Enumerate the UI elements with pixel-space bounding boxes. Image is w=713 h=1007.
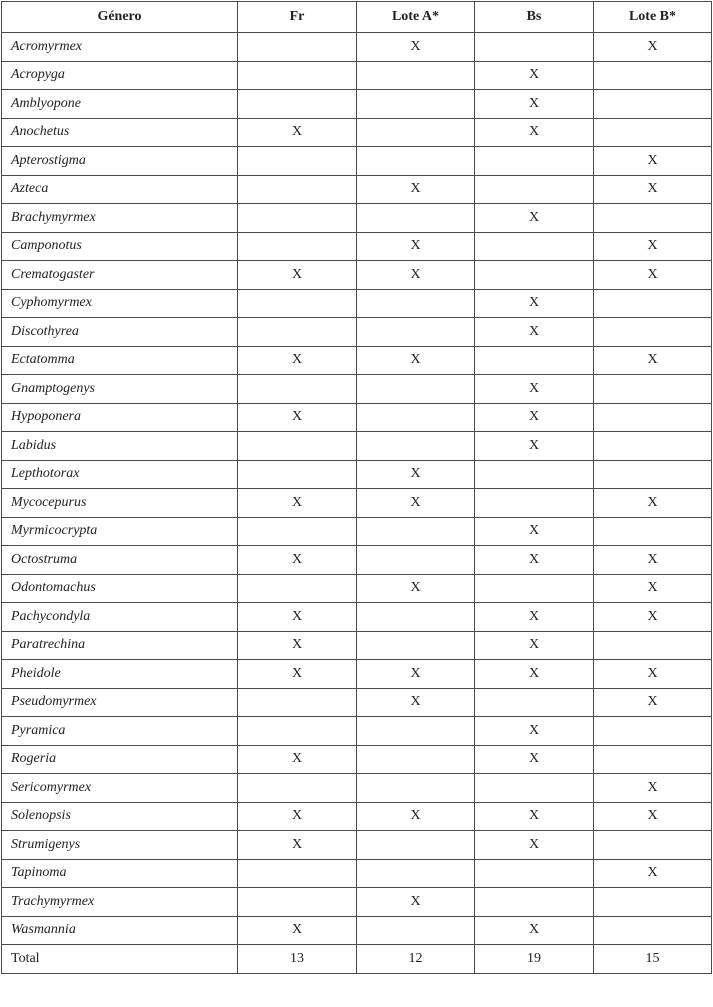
bs-cell: X xyxy=(475,432,594,461)
table-row xyxy=(2,489,712,518)
fr-cell xyxy=(238,289,357,318)
fr-cell: X xyxy=(238,603,357,632)
lote-a-cell xyxy=(357,745,475,774)
lote-b-cell xyxy=(594,403,712,432)
bs-cell: X xyxy=(475,403,594,432)
lote-a-cell xyxy=(357,318,475,347)
table-row xyxy=(2,261,712,290)
bs-cell: X xyxy=(475,802,594,831)
lote-b-cell: X xyxy=(594,33,712,62)
lote-b-cell xyxy=(594,916,712,945)
header-lote-a: Lote A* xyxy=(357,2,475,33)
bs-cell: X xyxy=(475,289,594,318)
bs-cell: X xyxy=(475,118,594,147)
lote-a-cell xyxy=(357,603,475,632)
bs-cell: X xyxy=(475,831,594,860)
table-row xyxy=(2,517,712,546)
bs-cell: X xyxy=(475,745,594,774)
header-fr: Fr xyxy=(238,2,357,33)
genus-cell: Brachymyrmex xyxy=(2,204,238,233)
bs-cell xyxy=(475,346,594,375)
fr-cell xyxy=(238,232,357,261)
lote-b-cell: X xyxy=(594,489,712,518)
genus-cell: Strumigenys xyxy=(2,831,238,860)
genus-cell: Anochetus xyxy=(2,118,238,147)
bs-cell: X xyxy=(475,660,594,689)
table-row xyxy=(2,460,712,489)
lote-b-cell: X xyxy=(594,175,712,204)
lote-a-cell: X xyxy=(357,574,475,603)
fr-cell: X xyxy=(238,802,357,831)
table-body xyxy=(2,33,712,945)
table-row xyxy=(2,33,712,62)
genus-cell: Hypoponera xyxy=(2,403,238,432)
lote-b-cell xyxy=(594,717,712,746)
table-row xyxy=(2,118,712,147)
table-row xyxy=(2,888,712,917)
table-row xyxy=(2,147,712,176)
lote-b-cell xyxy=(594,745,712,774)
genus-cell: Tapinoma xyxy=(2,859,238,888)
lote-a-cell: X xyxy=(357,460,475,489)
fr-cell xyxy=(238,61,357,90)
table-row xyxy=(2,660,712,689)
lote-a-cell: X xyxy=(357,802,475,831)
total-lote-a: 12 xyxy=(357,945,475,974)
genus-cell: Discothyrea xyxy=(2,318,238,347)
fr-cell: X xyxy=(238,745,357,774)
bs-cell xyxy=(475,859,594,888)
lote-b-cell xyxy=(594,289,712,318)
genus-presence-table xyxy=(1,1,712,974)
fr-cell xyxy=(238,517,357,546)
table-row xyxy=(2,717,712,746)
fr-cell xyxy=(238,774,357,803)
lote-a-cell xyxy=(357,61,475,90)
bs-cell xyxy=(475,688,594,717)
table-row xyxy=(2,831,712,860)
genus-cell: Ectatomma xyxy=(2,346,238,375)
fr-cell: X xyxy=(238,831,357,860)
fr-cell: X xyxy=(238,660,357,689)
genus-cell: Lepthotorax xyxy=(2,460,238,489)
table-row xyxy=(2,574,712,603)
fr-cell: X xyxy=(238,631,357,660)
lote-a-cell xyxy=(357,403,475,432)
genus-cell: Crematogaster xyxy=(2,261,238,290)
lote-b-cell: X xyxy=(594,546,712,575)
genus-cell: Octostruma xyxy=(2,546,238,575)
bs-cell xyxy=(475,460,594,489)
lote-b-cell xyxy=(594,375,712,404)
fr-cell xyxy=(238,375,357,404)
lote-a-cell: X xyxy=(357,33,475,62)
genus-cell: Rogeria xyxy=(2,745,238,774)
lote-a-cell: X xyxy=(357,346,475,375)
lote-b-cell xyxy=(594,888,712,917)
total-fr: 13 xyxy=(238,945,357,974)
fr-cell: X xyxy=(238,346,357,375)
genus-cell: Pachycondyla xyxy=(2,603,238,632)
genus-cell: Odontomachus xyxy=(2,574,238,603)
lote-b-cell: X xyxy=(594,147,712,176)
fr-cell xyxy=(238,688,357,717)
genus-cell: Pseudomyrmex xyxy=(2,688,238,717)
bs-cell: X xyxy=(475,916,594,945)
fr-cell xyxy=(238,175,357,204)
table-row xyxy=(2,802,712,831)
table-row xyxy=(2,375,712,404)
fr-cell xyxy=(238,888,357,917)
bs-cell: X xyxy=(475,90,594,119)
table-row xyxy=(2,90,712,119)
total-lote-b: 15 xyxy=(594,945,712,974)
bs-cell: X xyxy=(475,603,594,632)
table-row xyxy=(2,204,712,233)
genus-cell: Pheidole xyxy=(2,660,238,689)
lote-a-cell: X xyxy=(357,489,475,518)
table-row xyxy=(2,289,712,318)
lote-b-cell: X xyxy=(594,346,712,375)
bs-cell xyxy=(475,489,594,518)
fr-cell xyxy=(238,33,357,62)
fr-cell xyxy=(238,90,357,119)
bs-cell: X xyxy=(475,318,594,347)
table-row xyxy=(2,403,712,432)
bs-cell xyxy=(475,147,594,176)
bs-cell: X xyxy=(475,546,594,575)
genus-cell: Labidus xyxy=(2,432,238,461)
lote-a-cell xyxy=(357,90,475,119)
lote-a-cell: X xyxy=(357,888,475,917)
fr-cell xyxy=(238,204,357,233)
bs-cell xyxy=(475,774,594,803)
header-genero: Género xyxy=(2,2,238,33)
genus-cell: Camponotus xyxy=(2,232,238,261)
genus-cell: Wasmannia xyxy=(2,916,238,945)
table-row xyxy=(2,175,712,204)
lote-b-cell: X xyxy=(594,574,712,603)
header-lote-b: Lote B* xyxy=(594,2,712,33)
bs-cell: X xyxy=(475,717,594,746)
lote-b-cell: X xyxy=(594,802,712,831)
lote-b-cell xyxy=(594,118,712,147)
genus-cell: Acromyrmex xyxy=(2,33,238,62)
genus-cell: Myrmicocrypta xyxy=(2,517,238,546)
lote-b-cell: X xyxy=(594,660,712,689)
fr-cell: X xyxy=(238,261,357,290)
bs-cell: X xyxy=(475,375,594,404)
lote-b-cell xyxy=(594,831,712,860)
table-row xyxy=(2,318,712,347)
genus-cell: Mycocepurus xyxy=(2,489,238,518)
lote-b-cell: X xyxy=(594,859,712,888)
lote-a-cell: X xyxy=(357,688,475,717)
lote-a-cell: X xyxy=(357,660,475,689)
lote-a-cell xyxy=(357,774,475,803)
lote-b-cell: X xyxy=(594,261,712,290)
lote-a-cell xyxy=(357,289,475,318)
genus-cell: Solenopsis xyxy=(2,802,238,831)
lote-a-cell xyxy=(357,432,475,461)
lote-b-cell xyxy=(594,432,712,461)
genus-cell: Cyphomyrmex xyxy=(2,289,238,318)
table-row xyxy=(2,745,712,774)
lote-a-cell: X xyxy=(357,175,475,204)
header-bs: Bs xyxy=(475,2,594,33)
genus-cell: Amblyopone xyxy=(2,90,238,119)
lote-a-cell xyxy=(357,859,475,888)
bs-cell xyxy=(475,261,594,290)
bs-cell xyxy=(475,232,594,261)
lote-a-cell: X xyxy=(357,261,475,290)
bs-cell: X xyxy=(475,631,594,660)
fr-cell: X xyxy=(238,118,357,147)
table-row xyxy=(2,432,712,461)
genus-cell: Apterostigma xyxy=(2,147,238,176)
table-row xyxy=(2,859,712,888)
lote-b-cell xyxy=(594,460,712,489)
bs-cell xyxy=(475,33,594,62)
fr-cell: X xyxy=(238,546,357,575)
fr-cell xyxy=(238,460,357,489)
lote-a-cell xyxy=(357,831,475,860)
lote-a-cell xyxy=(357,717,475,746)
total-row xyxy=(2,945,712,974)
lote-a-cell xyxy=(357,631,475,660)
table-row xyxy=(2,774,712,803)
lote-a-cell xyxy=(357,118,475,147)
fr-cell xyxy=(238,318,357,347)
lote-b-cell xyxy=(594,90,712,119)
genus-cell: Trachymyrmex xyxy=(2,888,238,917)
fr-cell xyxy=(238,859,357,888)
fr-cell: X xyxy=(238,403,357,432)
genus-cell: Acropyga xyxy=(2,61,238,90)
lote-a-cell: X xyxy=(357,232,475,261)
bs-cell: X xyxy=(475,204,594,233)
table-row xyxy=(2,688,712,717)
bs-cell xyxy=(475,574,594,603)
genus-cell: Pyramica xyxy=(2,717,238,746)
genus-cell: Gnamptogenys xyxy=(2,375,238,404)
table-row xyxy=(2,631,712,660)
table-row xyxy=(2,546,712,575)
fr-cell xyxy=(238,717,357,746)
lote-a-cell xyxy=(357,546,475,575)
lote-a-cell xyxy=(357,375,475,404)
genus-cell: Paratrechina xyxy=(2,631,238,660)
header-row xyxy=(2,2,712,33)
bs-cell xyxy=(475,175,594,204)
table-row xyxy=(2,346,712,375)
genus-cell: Sericomyrmex xyxy=(2,774,238,803)
table-row xyxy=(2,916,712,945)
lote-b-cell xyxy=(594,631,712,660)
lote-b-cell: X xyxy=(594,603,712,632)
lote-a-cell xyxy=(357,204,475,233)
lote-b-cell: X xyxy=(594,688,712,717)
fr-cell xyxy=(238,147,357,176)
table-row xyxy=(2,603,712,632)
bs-cell: X xyxy=(475,517,594,546)
total-label: Total xyxy=(2,945,238,974)
total-bs: 19 xyxy=(475,945,594,974)
bs-cell xyxy=(475,888,594,917)
lote-b-cell: X xyxy=(594,232,712,261)
lote-b-cell xyxy=(594,61,712,90)
lote-b-cell xyxy=(594,517,712,546)
bs-cell: X xyxy=(475,61,594,90)
lote-a-cell xyxy=(357,916,475,945)
fr-cell: X xyxy=(238,489,357,518)
fr-cell xyxy=(238,574,357,603)
table-row xyxy=(2,61,712,90)
lote-a-cell xyxy=(357,147,475,176)
lote-a-cell xyxy=(357,517,475,546)
genus-cell: Azteca xyxy=(2,175,238,204)
fr-cell xyxy=(238,432,357,461)
lote-b-cell xyxy=(594,318,712,347)
fr-cell: X xyxy=(238,916,357,945)
lote-b-cell: X xyxy=(594,774,712,803)
lote-b-cell xyxy=(594,204,712,233)
table-row xyxy=(2,232,712,261)
